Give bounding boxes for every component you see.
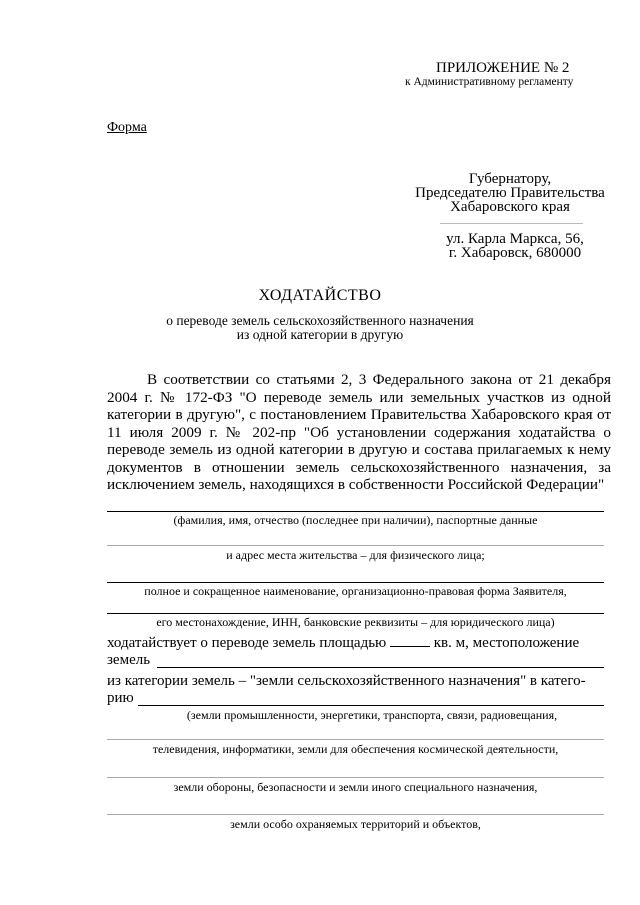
form-label: Форма	[107, 120, 147, 135]
caption-cat1: (земли промышленности, энергетики, транспорта, связи, радиовещания,	[186, 708, 558, 722]
addressee-line3: Хабаровского края	[450, 199, 570, 215]
category-line-3[interactable]	[107, 777, 604, 778]
addressee-line1: Губернатору,	[468, 171, 552, 187]
org-location-line[interactable]	[107, 613, 604, 614]
area-input[interactable]	[390, 636, 430, 647]
lands-location-line[interactable]	[157, 667, 604, 668]
lands-label: земель	[107, 652, 151, 668]
applicant-name-line[interactable]	[107, 511, 604, 512]
appendix-number: ПРИЛОЖЕНИЕ № 2	[436, 60, 570, 76]
regulation-ref: к Административному регламенту	[405, 76, 574, 88]
document-title: ХОДАТАЙСТВО	[258, 287, 382, 304]
area-text: ходатайствует о переводе земель площадью	[107, 635, 387, 651]
paragraph-text: В соответствии со статьями 2, 3 Федерального закона от 21 декабря 2004 г. № 172-ФЗ "О переводе земель или земельных участков из одной категории в другую", с постановлением Правительства Хабаровского края от 11 июля 2009 г. № 202-пр "Об установлении содержания ходатайства о переводе земель из одной категории в другую и состава прилагаемых к нему документов в отношении земель сельскохозяйственного назначения, за исключением земель, находящихся в собственности Российской Федерации"	[107, 371, 611, 493]
addressee-line2: Председателю Правительства	[415, 185, 605, 201]
caption-cat4: земли особо охраняемых территорий и объектов,	[230, 817, 481, 831]
addressee-separator	[440, 223, 583, 224]
caption-cat3: земли обороны, безопасности и земли иного специального назначения,	[173, 780, 538, 794]
area-unit: кв. м, местоположение	[433, 635, 580, 651]
category-tail: рию	[107, 690, 134, 706]
category-text: из категории земель – "земли сельскохозяйственного назначения" в катего-	[107, 673, 586, 689]
address-street: ул. Карла Маркса, 56,	[446, 231, 584, 247]
caption-org-location: его местонахождение, ИНН, банковские реквизиты – для юридического лица)	[156, 615, 555, 629]
caption-org-name: полное и сокращенное наименование, организационно-правовая форма Заявителя,	[144, 584, 567, 598]
main-paragraph	[107, 371, 611, 494]
org-name-line[interactable]	[107, 582, 604, 583]
applicant-address-line[interactable]	[107, 545, 604, 546]
address-city: г. Хабаровск, 680000	[448, 245, 582, 261]
subtitle-line1: о переводе земель сельскохозяйственного назначения	[166, 313, 474, 328]
category-line-2[interactable]	[107, 739, 604, 740]
caption-cat2: телевидения, информатики, земли для обеспечения космической деятельности,	[152, 742, 559, 756]
caption-fio: (фамилия, имя, отчество (последнее при наличии), паспортные данные	[173, 513, 538, 527]
subtitle-line2: из одной категории в другую	[236, 327, 404, 342]
category-line-4[interactable]	[107, 814, 604, 815]
address-block	[400, 232, 630, 260]
addressee-block	[395, 172, 625, 214]
category-line[interactable]	[138, 705, 604, 706]
area-row	[107, 635, 611, 652]
caption-address: и адрес места жительства – для физического лица;	[226, 548, 485, 562]
document-subtitle	[0, 314, 640, 342]
